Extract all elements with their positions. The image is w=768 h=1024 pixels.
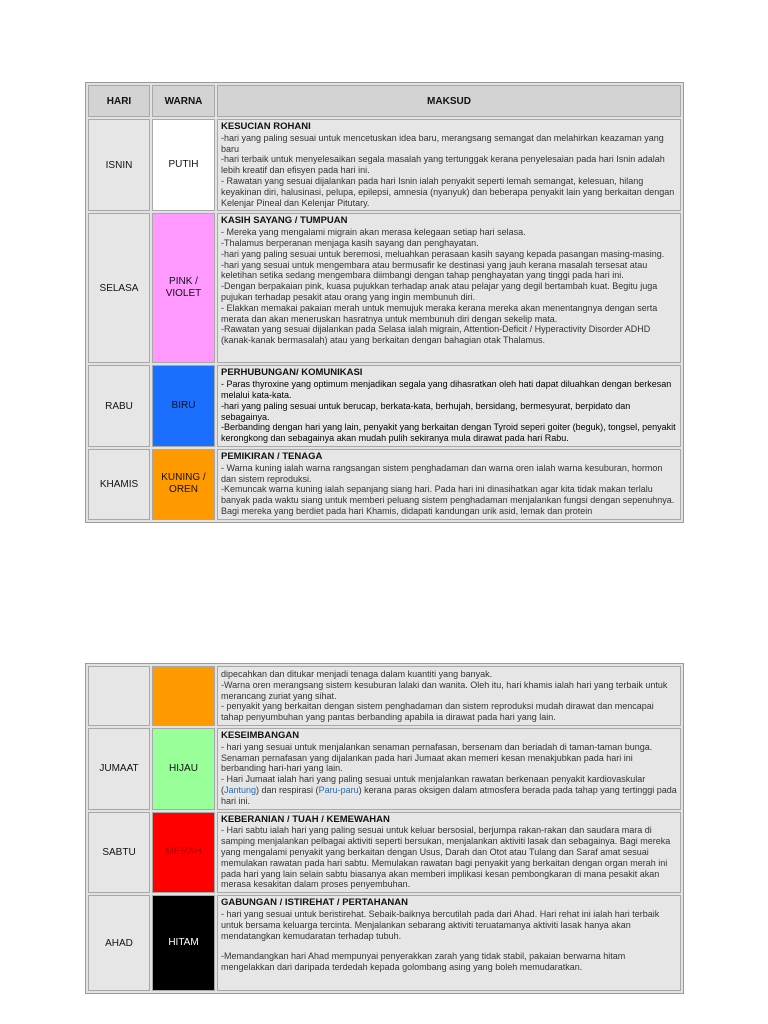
day-cell: KHAMIS bbox=[88, 449, 150, 520]
description-line: -Rawatan yang sesuai dijalankan pada Selasa ialah migrain, Attention-Deficit / Hyperactivity Disorder ADHD (kanak-kanak bermasalah) atau yang berkaitan dengan bahagian otak Thalamus. bbox=[221, 324, 651, 346]
paru-paru-link[interactable]: Paru-paru bbox=[318, 784, 359, 795]
color-cell-biru bbox=[152, 365, 215, 447]
description-line: -hari yang paling sesuai untuk berucap, berkata-kata, berhujah, bersidang, bermesyurat, berpidato dan sebagainya. bbox=[221, 400, 631, 422]
description-title: KEBERANIAN / TUAH / KEMEWAHAN bbox=[221, 813, 390, 825]
jantung-link[interactable]: Jantung bbox=[224, 784, 257, 795]
day-cell: AHAD bbox=[88, 895, 150, 991]
description-cell bbox=[217, 365, 681, 447]
description-line: - Paras thyroxine yang optimum menjadikan segala yang dihasratkan oleh hati dapat diluahkan dengan berkesan melalui kata-kata. bbox=[221, 379, 672, 400]
color-label: HIJAU bbox=[169, 762, 198, 774]
color-cell-hitam bbox=[152, 895, 215, 991]
color-day-table-part-2 bbox=[85, 663, 684, 994]
description-line: -hari yang paling sesuai untuk mencetuskan idea baru, merangsang semangat dan melahirkan keazaman yang baru bbox=[221, 132, 664, 154]
day-cell: JUMAAT bbox=[88, 728, 150, 810]
text-fragment: ) dan respirasi ( bbox=[256, 784, 319, 795]
description-cell bbox=[217, 449, 681, 520]
description-cell bbox=[217, 812, 681, 894]
day-cell: RABU bbox=[88, 365, 150, 447]
color-label: BIRU bbox=[171, 400, 196, 412]
text-fragment: ) kerana paras oksigen dalam atmosfera berada pada tahap yang tertinggi pada hari ini. bbox=[221, 784, 677, 806]
description-line: -Thalamus berperanan menjaga kasih sayang dan penghayatan. bbox=[221, 237, 479, 248]
paragraph-gap bbox=[221, 941, 677, 951]
color-label: PINK / bbox=[169, 276, 198, 288]
description-cell bbox=[217, 213, 681, 363]
description-title: PEMIKIRAN / TENAGA bbox=[221, 450, 323, 462]
color-label: MERAH bbox=[165, 846, 202, 858]
color-cell-hijau bbox=[152, 728, 215, 810]
description-line bbox=[221, 774, 677, 806]
description-line: -Warna oren merangsang sistem kesuburan lalaki dan wanita. Oleh itu, hari khamis ialah hari yang terbaik untuk merancang zuriat yang sihat. bbox=[221, 679, 668, 701]
description-line: -hari yang paling sesuai untuk beremosi, meluahkan perasaan kasih sayang kepada pasangan masing-masing. bbox=[221, 248, 665, 259]
row-selasa bbox=[88, 213, 681, 363]
row-rabu bbox=[88, 365, 681, 447]
description-line: - hari yang sesuai untuk menjalankan senaman pernafasan, bersenam dan beriadah di taman-taman bunga. Senaman pernafasan yang dijalankan pada hari Jumaat akan memeri kesan menakjubkan pada hari ini berbanding hari-hari yang lain. bbox=[221, 741, 653, 774]
description-line: - Rawatan yang sesuai dijalankan pada hari Isnin ialah penyakit seperti lemah semangat, kelesuan, hilang keyakinan diri, halusinasi, pelupa, epilepsi, amnesia (nyanyuk) dan beberapa penyakit lain yang berkaitan dengan Kelenjar Pineal dan Kelenjar Pitutary. bbox=[221, 175, 675, 208]
description-line: -Memandangkan hari Ahad mempunyai penyerakkan zarah yang tidak stabil, pakaian berwarna hitam mengelakkan dari daripada terdedah kepada golombang asing yang boleh memudaratkan. bbox=[221, 951, 626, 973]
color-label: OREN bbox=[169, 484, 198, 496]
description-cell bbox=[217, 895, 681, 991]
description-line: dipecahkan dan ditukar menjadi tenaga dalam kuantiti yang banyak. bbox=[221, 669, 493, 679]
description-cell bbox=[217, 119, 681, 211]
description-line: - Mereka yang mengalami migrain akan merasa kelegaan setiap hari selasa. bbox=[221, 227, 526, 238]
color-label: VIOLET bbox=[165, 288, 202, 300]
header-hari: HARI bbox=[88, 85, 150, 117]
row-sabtu bbox=[88, 812, 681, 894]
color-cell-kuning bbox=[152, 449, 215, 520]
description-cell bbox=[217, 728, 681, 810]
color-cell-pink bbox=[152, 213, 215, 363]
description-line: - hari yang sesuai untuk beristirehat. Sebaik-baiknya bercutilah pada dari Ahad. Hari rehat ini ialah hari terbaik untuk bersama keluarga tercinta. Menjalankan sebarang aktiviti teruatamanya aktiviti lasak hanya akan mendatangkan kemudaratan terhadap tubuh. bbox=[221, 908, 660, 941]
description-title: GABUNGAN / ISTIREHAT / PERTAHANAN bbox=[221, 897, 409, 909]
description-line: -Dengan berpakaian pink, kuasa pujukkan terhadap anak atau pelajar yang degil bertambah kuat. Begitu juga pujukan terhadap pesakit atau orang yang ingin membunuh diri. bbox=[221, 281, 658, 302]
color-label: KUNING / bbox=[161, 472, 206, 484]
row-jumaat bbox=[88, 728, 681, 810]
day-cell-empty bbox=[88, 666, 150, 726]
description-line: -hari yang sesuai untuk mengembara atau bermusafir ke destinasi yang jauh kerana masalah tersesat atau keletihan setika sedang mengembara diimbangi dengan tahap penghayatan yang tinggi pada hari ini. bbox=[221, 259, 648, 281]
description-title: KESEIMBANGAN bbox=[221, 730, 300, 741]
color-day-table-part-1 bbox=[85, 82, 684, 523]
header-maksud: MAKSUD bbox=[217, 85, 681, 117]
description-line: -Berbanding dengan hari yang lain, penyakit yang berkaitan dengan Tyroid seperi goiter (beguk), tongsel, penyakit kerongkong dan sebagainya akan mudah pulih sekiranya mula dirawat pada hari Rabu. bbox=[221, 422, 676, 444]
description-line: - penyakit yang berkaitan dengan sistem penghadaman dan sistem reproduksi mudah dirawat dan mencapai tahap penyumbuhan yang pantas berbanding apabila ia dirawat pada hari yang lain. bbox=[221, 701, 654, 723]
description-line: - Elakkan memakai pakaian merah untuk memujuk meraka kerana mereka akan menentangnya dengan serta merata dan akan meneruskan hasratnya untuk membunuh diri dengan sekelip mata. bbox=[221, 302, 658, 324]
day-cell: SELASA bbox=[88, 213, 150, 363]
text-fragment: - Hari Jumaat ialah hari yang paling sesuai untuk menjalankan rawatan berkenaan penyakit kardiovaskular ( bbox=[221, 774, 646, 795]
description-title: KESUCIAN ROHANI bbox=[221, 121, 311, 132]
day-cell: ISNIN bbox=[88, 119, 150, 211]
color-label: PUTIH bbox=[168, 159, 199, 171]
row-khamis-continued bbox=[88, 666, 681, 726]
color-cell-kuning bbox=[152, 666, 215, 726]
table-header-row bbox=[88, 85, 681, 117]
description-cell bbox=[217, 666, 681, 726]
description-line: - Hari sabtu ialah hari yang paling sesuai untuk keluar bersosial, berjumpa rakan-rakan dan saudara mara di samping menjalankan pelbagai aktiviti seperti bersukan, menjalankan aktiviti lasak dan sebagainya. Bagi mereka yang mengalami penyakit yang berkaitan dengan Usus, Darah dan Otot atau Tulang dan Saraf amat sesuai memulakan rawatan pada hari sabtu. Memulakan rawatan bagi penyakit yang berkaitan dengan organ merah ini pada hari yang lain selain sabtu biasanya akan memberi implikasi kesan pembongkaran di mana pesakit akan merasa kesakitan dalam proses penyembuhan. bbox=[221, 825, 671, 890]
header-warna: WARNA bbox=[152, 85, 215, 117]
row-khamis bbox=[88, 449, 681, 520]
day-cell: SABTU bbox=[88, 812, 150, 894]
row-ahad bbox=[88, 895, 681, 991]
description-title: KASIH SAYANG / TUMPUAN bbox=[221, 215, 348, 227]
description-line: - Warna kuning ialah warna rangsangan sistem penghadaman dan warna oren ialah warna kesuburan, hormon dan sistem reproduksi. bbox=[221, 462, 663, 484]
color-label: HITAM bbox=[168, 937, 199, 949]
row-isnin bbox=[88, 119, 681, 211]
color-cell-putih bbox=[152, 119, 215, 211]
description-title: PERHUBUNGAN/ KOMUNIKASI bbox=[221, 367, 363, 379]
description-line: -hari terbaik untuk menyelesaikan segala masalah yang tertunggak kerana penyelesaian pada hari Isnin adalah lebih kreatif dan efisyen pada hari ini. bbox=[221, 154, 665, 176]
color-cell-merah bbox=[152, 812, 215, 894]
description-line: -Kemuncak warna kuning ialah sepanjang siang hari. Pada hari ini dinasihatkan agar kita tidak makan terlalu banyak pada waktu siang untuk memberi peluang sistem penghadaman menjalankan fungsi dengan sepenuhnya. Bagi mereka yang berdiet pada hari Khamis, didapati kandungan urik asid, lemak dan protein bbox=[221, 484, 675, 516]
